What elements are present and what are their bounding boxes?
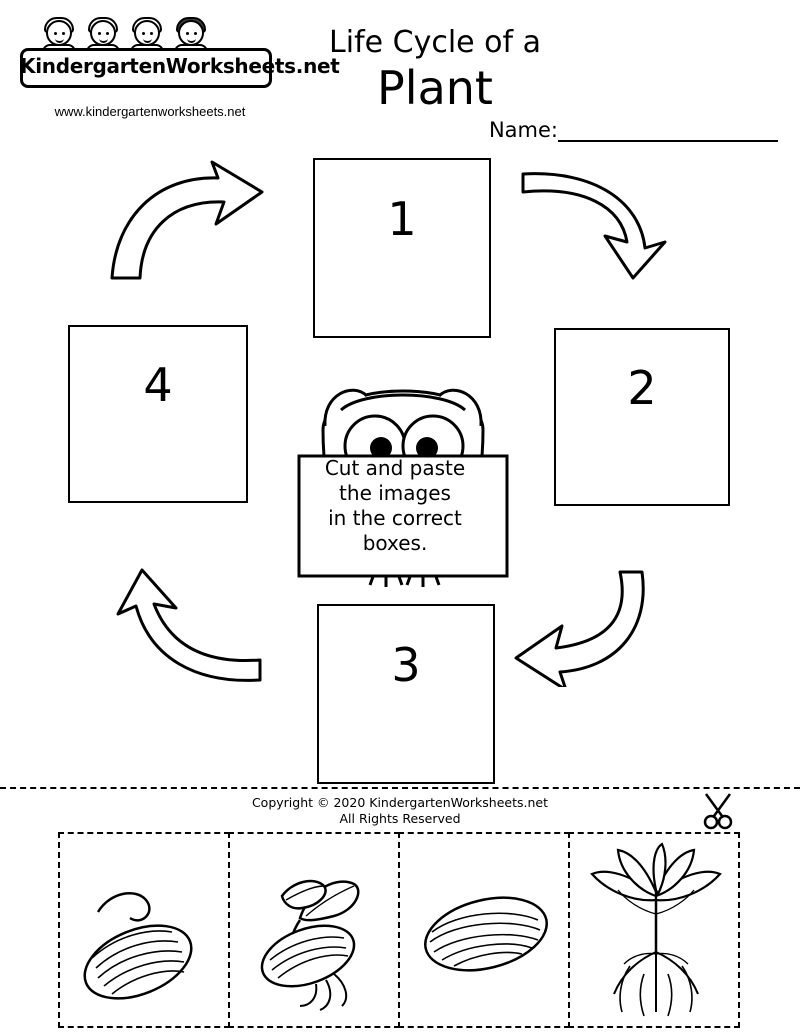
instructions-line-4: boxes. [362, 531, 428, 555]
cutout-seed[interactable] [398, 832, 570, 1028]
cutout-mature-plant-with-roots[interactable] [568, 832, 740, 1028]
answer-box-3[interactable] [317, 604, 495, 784]
cut-line-divider [0, 787, 800, 789]
site-url: www.kindergartenworksheets.net [54, 104, 246, 119]
logo-wordmark [20, 54, 340, 78]
page-title-line-1: Life Cycle of a [329, 25, 541, 60]
life-cycle-diagram [0, 150, 800, 790]
rights-line: All Rights Reserved [339, 811, 461, 826]
arrow-top-left-icon [100, 160, 275, 285]
answer-box-4[interactable] [68, 325, 248, 503]
instructions-line-1: Cut and paste [324, 456, 466, 480]
answer-box-2-number: 2 [627, 361, 657, 415]
arrow-bottom-right-icon [500, 562, 670, 687]
instructions-text [300, 456, 490, 556]
logo-wordmark-tld: .net [295, 54, 340, 78]
arrow-bottom-left-icon [110, 564, 275, 689]
copyright-line: Copyright © 2020 KindergartenWorksheets.net [251, 795, 549, 810]
name-input-line[interactable] [558, 118, 778, 142]
site-logo[interactable] [20, 18, 340, 119]
name-label: Name: [488, 118, 558, 142]
cutout-sprouting-seed[interactable] [58, 832, 230, 1028]
answer-box-4-number: 4 [143, 358, 173, 412]
answer-box-1[interactable] [313, 158, 491, 338]
answer-box-3-number: 3 [391, 638, 421, 692]
logo-badge [20, 18, 340, 90]
name-field[interactable] [489, 118, 778, 142]
page-title-line-2: Plant [377, 61, 493, 115]
instructions-line-2: the images [339, 481, 451, 505]
page-title [275, 26, 595, 116]
page-header [0, 0, 800, 150]
arrow-top-right-icon [505, 162, 675, 282]
instructions-line-3: in the correct [328, 506, 462, 530]
cutout-seedling-with-leaves[interactable] [228, 832, 400, 1028]
logo-wordmark-main: KindergartenWorksheets [20, 54, 296, 78]
footer-copyright [0, 795, 800, 827]
answer-box-2[interactable] [554, 328, 730, 506]
answer-box-1-number: 1 [387, 192, 417, 246]
cutout-strip [58, 832, 748, 1028]
